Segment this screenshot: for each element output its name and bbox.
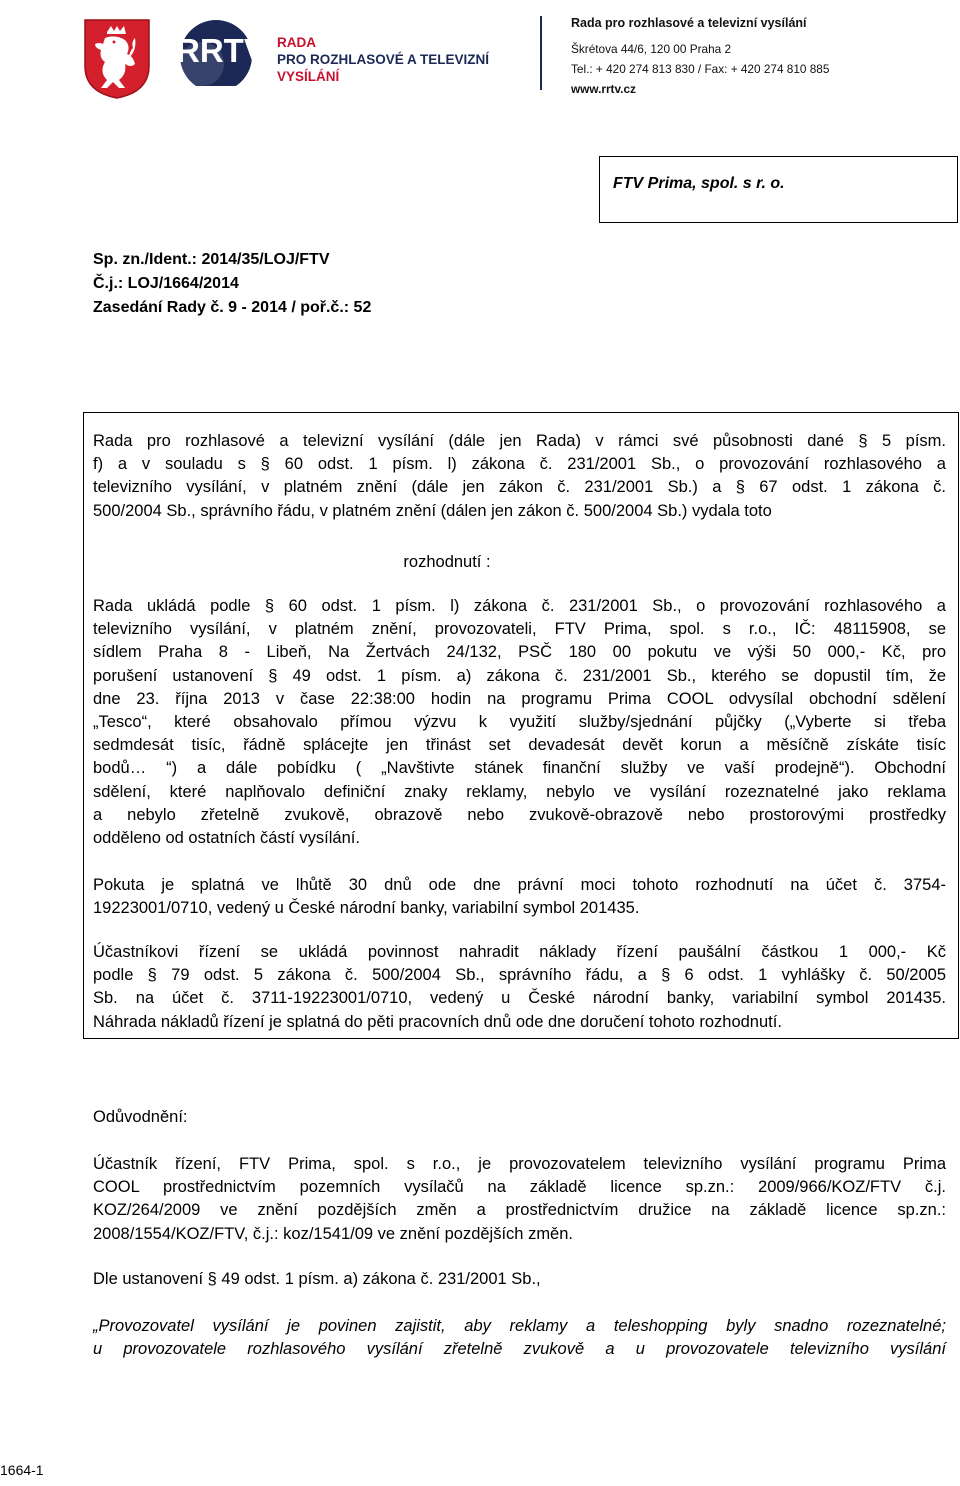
text-line: 500/2004 Sb., správního řádu, v platném znění (dálen jen zákon č. 500/2004 Sb.) vydala toto (93, 501, 772, 520)
logo-line-1: RADA (277, 35, 316, 50)
text-line: podle § 79 odst. 5 zákona č. 500/2004 Sb., správního řádu, a § 6 odst. 1 vyhlášky č. 50/2005 (93, 966, 946, 985)
decision-intro (93, 430, 946, 523)
reasoning-quote (93, 1315, 946, 1361)
text-line: televizního vysílání, v platném znění, provozovateli, FTV Prima, spol. s r.o., IČ: 48115908, se (93, 620, 946, 639)
logo-abbr: RRTV (176, 32, 266, 69)
text-line: 2008/1554/KOZ/FTV, č.j.: koz/1541/09 ve znění pozdějších změn. (93, 1224, 573, 1243)
text-line: odděleno od ostatních částí vysílání. (93, 829, 360, 848)
council-web-link[interactable]: www.rrtv.cz (571, 82, 636, 96)
reasoning-participant (93, 1153, 946, 1246)
text-line: Rada pro rozhlasové a televizní vysílání (dále jen Rada) v rámci své působnosti dané § 5 písm. (93, 432, 946, 450)
council-name: Rada pro rozhlasové a televizní vysílání (571, 16, 807, 30)
text-line: Účastníkovi řízení se ukládá povinnost nahradit náklady řízení paušální částkou 1 000,- Kč (93, 943, 946, 961)
text-line: COOL prostřednictvím pozemních vysílačů na základě licence sp.zn.: 2009/966/KOZ/FTV č.j. (93, 1178, 946, 1197)
page-number: 1664-1 (0, 1462, 44, 1478)
text-line: Účastník řízení, FTV Prima, spol. s r.o., je provozovatelem televizního vysílání programu Prima (93, 1155, 946, 1173)
logo-line-3: VYSÍLÁNÍ (277, 69, 340, 84)
council-address: Škrétova 44/6, 120 00 Praha 2 (571, 42, 732, 56)
text-line: sídlem Praha 8 - Libeň, Na Žertvách 24/132, PSČ 180 00 pokutu ve výši 50 000,- Kč, pro (93, 643, 946, 662)
text-line: sdělení, které naplňovalo definiční znaky reklamy, nebylo ve vysílání rozeznatelné jako reklama (93, 782, 946, 801)
logo-text (277, 34, 489, 85)
text-line: a nebylo zřetelně zvukově, obrazově nebo zvukově-obrazově nebo prostorovými prostředky (93, 805, 946, 824)
czech-coat-of-arms-icon (83, 18, 151, 100)
text-line: „Provozovatel vysílání je povinen zajistit, aby reklamy a teleshopping byly snadno rozeznatelné; (93, 1317, 946, 1335)
header-divider (540, 16, 542, 90)
text-line: sedmdesát tisíc, řádně splácejte jen třinást set devadesát devět korun a měsíčně získáte tisíc (93, 736, 946, 755)
reference-sp-zn: Sp. zn./Ident.: 2014/35/LOJ/FTV (93, 251, 330, 268)
reference-session: Zasedání Rady č. 9 - 2014 / poř.č.: 52 (93, 299, 372, 316)
decision-costs (93, 941, 946, 1034)
text-line: f) a v souladu s § 60 odst. 1 písm. l) zákona č. 231/2001 Sb., o provozování rozhlasového a (93, 455, 946, 474)
rrtv-logo (172, 16, 282, 86)
text-line: televizního vysílání, v platném znění (dále jen zákon č. 231/2001 Sb.) a § 67 odst. 1 zákona č. (93, 478, 946, 497)
text-line: „Tesco“, které obsahovalo přímou výzvu k využití služby/sjednání půjčky („Vyberte si třeba (93, 713, 946, 732)
text-line: Rada ukládá podle § 60 odst. 1 písm. l) zákona č. 231/2001 Sb., o provozování rozhlasového a (93, 597, 946, 615)
text-line: 19223001/0710, vedený u České národní banky, variabilní symbol 201435. (93, 899, 640, 918)
contact-block (571, 16, 829, 99)
addressee: FTV Prima, spol. s r. o. (613, 175, 785, 192)
reasoning-provision: Dle ustanovení § 49 odst. 1 písm. a) zákona č. 231/2001 Sb., (93, 1270, 541, 1288)
text-line: Pokuta je splatná ve lhůtě 30 dnů ode dne právní moci tohoto rozhodnutí na účet č. 3754- (93, 876, 946, 894)
decision-main (93, 595, 946, 850)
text-line: dne 23. října 2013 v čase 22:38:00 hodin na programu Prima COOL odvysílal obchodní sdělení (93, 689, 946, 708)
text-line: Sb. na účet č. 3711-19223001/0710, vedený u České národní banky, variabilní symbol 201435. (93, 989, 946, 1008)
text-line: porušení ustanovení § 49 odst. 1 písm. a) zákona č. 231/2001 Sb., kterého se dopustil tím, že (93, 666, 946, 685)
logo-line-2: PRO ROZHLASOVÉ A TELEVIZNÍ (277, 52, 490, 67)
decision-heading: rozhodnutí : (403, 553, 491, 571)
reasoning-heading: Odůvodnění: (93, 1108, 188, 1126)
text-line: bodů… “) a dále pobídku ( „Navštivte stánek finanční služby ve vaší prodejně“). Obchodní (93, 759, 946, 778)
council-phone: Tel.: + 420 274 813 830 / Fax: + 420 274 810 885 (571, 62, 830, 76)
text-line: KOZ/264/2009 ve znění pozdějších změn a prostřednictvím družice na základě licence sp.zn.: (93, 1201, 946, 1220)
decision-payment (93, 874, 946, 920)
text-line: u provozovatele rozhlasového vysílání zřetelně zvukově a u provozovatele televizního vysílání (93, 1340, 946, 1359)
text-line: Náhrada nákladů řízení je splatná do pěti pracovních dnů ode dne doručení tohoto rozhodnutí. (93, 1012, 782, 1031)
reference-cj: Č.j.: LOJ/1664/2014 (93, 275, 239, 292)
